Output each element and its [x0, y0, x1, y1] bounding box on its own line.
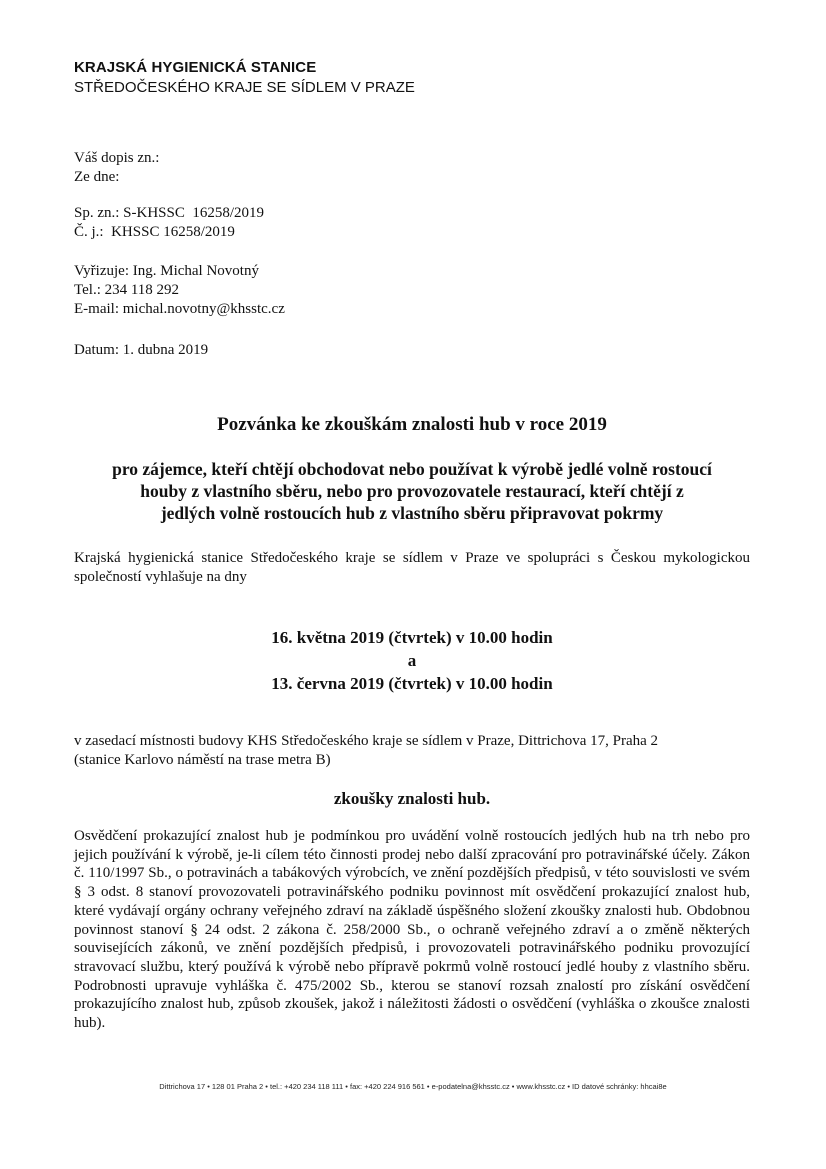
exam-date-2: 13. června 2019 (čtvrtek) v 10.00 hodin [271, 674, 553, 693]
venue-paragraph [74, 732, 764, 770]
telephone: Tel.: 234 118 292 [74, 282, 180, 298]
body-paragraph: Osvědčení prokazující znalost hub je podmínkou pro uvádění volně rostoucích jedlých hub na trh nebo pro jejich používání k výrobě, je-li cílem této činnosti prodej nebo další zpracování pro potravinářské účely. Zákon č. 110/1997 Sb., o potravinách a tabákových výrobcích, ve znění pozdějších předpisů, v této souvislosti ve svém § 3 odst. 8 stanoví provozovateli potravinářského podniku povinnost mít osvědčení prokazující znalost hub, které vydávají orgány ochrany veřejného zdraví na základě úspěšného složení zkoušky znalosti hub. Obdobnou povinnost stanoví § 24 odst. 2 zákona č. 258/2000 Sb., o ochraně veřejného zdraví a o změně některých souvisejících zákonů, ve znění pozdějších předpisů, i provozovateli potravinářského podniku provozující stravovací službu, který používá k výrobě nebo přípravě pokrmů volně rostoucí jedlé houby z vlastního sběru. Podrobnosti upravuje vyhláška č. 475/2002 Sb., kterou se stanoví rozsah znalostí pro získání osvědčení prokazujícího znalost hub, způsob zkoušek, jakož i náležitosti žádosti o osvědčení (vyhláška o zkoušce znalosti hub). [74, 828, 750, 1032]
intro-paragraph: Krajská hygienická stanice Středočeského kraje se sídlem v Praze ve spolupráci s Českou mykologickou společností vyhlašuje na dny [74, 550, 750, 585]
subtitle-line: houby z vlastního sběru, nebo pro provozovatele restaurací, kteří chtějí z [140, 481, 684, 501]
exam-date-1: 16. května 2019 (čtvrtek) v 10.00 hodin [271, 628, 553, 647]
dates-conjunction: a [407, 651, 417, 670]
file-number: Sp. zn.: S-KHSSC 16258/2019 [74, 205, 265, 221]
subtitle-line: jedlých volně rostoucích hub z vlastního sběru připravovat pokrmy [160, 503, 664, 523]
venue-line: v zasedací místnosti budovy KHS Středočeského kraje se sídlem v Praze, Dittrichova 17, Praha 2 [74, 733, 659, 749]
letterhead [74, 58, 415, 97]
venue-line: (stanice Karlovo náměstí na trase metra B) [74, 752, 331, 768]
document-subtitle [74, 458, 750, 524]
reference-block [74, 149, 159, 187]
handled-by: Vyřizuje: Ing. Michal Novotný [74, 263, 259, 279]
file-number-block [74, 204, 264, 242]
contact-block [74, 262, 285, 319]
organization-name: KRAJSKÁ HYGIENICKÁ STANICE [74, 59, 317, 76]
your-letter-ref: Váš dopis zn.: [74, 150, 160, 166]
subtitle-line: pro zájemce, kteří chtějí obchodovat nebo používat k výrobě jedlé volně rostoucí [112, 459, 712, 479]
document-title: Pozvánka ke zkouškám znalosti hub v roce 2019 [217, 414, 607, 435]
organization-subtitle: STŘEDOČESKÉHO KRAJE SE SÍDLEM V PRAZE [74, 79, 415, 96]
letter-date-ref: Ze dne: [74, 169, 120, 185]
reference-number: Č. j.: KHSSC 16258/2019 [74, 224, 235, 240]
exam-dates [74, 626, 750, 695]
letter-date: Datum: 1. dubna 2019 [74, 342, 209, 358]
exam-heading: zkoušky znalosti hub. [333, 789, 491, 808]
email: E-mail: michal.novotny@khsstc.cz [74, 301, 285, 317]
page-footer: Dittrichova 17 • 128 01 Praha 2 • tel.: +420 234 118 111 • fax: +420 224 916 561 • e-podatelna@khsstc.cz • www.khsstc.cz • ID datové schránky: hhcai8e [159, 1082, 667, 1091]
